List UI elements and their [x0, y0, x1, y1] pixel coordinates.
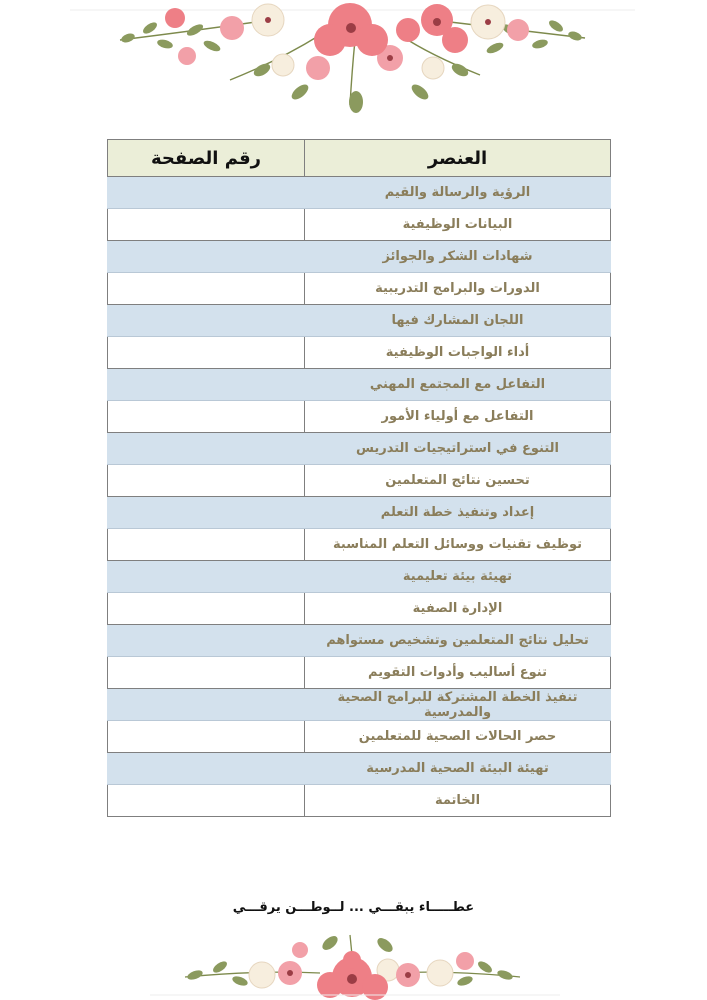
row-item: الدورات والبرامج التدريبية: [305, 273, 611, 305]
row-page-number: [108, 785, 305, 817]
row-page-number: [108, 401, 305, 433]
row-page-number: [108, 721, 305, 753]
row-item: حصر الحالات الصحية للمتعلمين: [305, 721, 611, 753]
table-row: [108, 273, 611, 305]
table-row: [108, 305, 611, 337]
row-page-number: [108, 433, 305, 465]
table-row: [108, 433, 611, 465]
table-row: [108, 657, 611, 689]
table-row: [108, 209, 611, 241]
row-item: الرؤية والرسالة والقيم: [305, 177, 611, 209]
row-item: التفاعل مع أولياء الأمور: [305, 401, 611, 433]
row-item: الإدارة الصفية: [305, 593, 611, 625]
table-row: [108, 561, 611, 593]
row-item: البيانات الوظيفية: [305, 209, 611, 241]
footer-motto: عطـــــاء يبقـــي ... لــوطـــن يرقـــي: [232, 900, 475, 915]
row-page-number: [108, 561, 305, 593]
row-page-number: [108, 241, 305, 273]
row-item: توظيف تقنيات ووسائل التعلم المناسبة: [305, 529, 611, 561]
table-row: [108, 465, 611, 497]
row-page-number: [108, 209, 305, 241]
row-page-number: [108, 529, 305, 561]
row-item: أداء الواجبات الوظيفية: [305, 337, 611, 369]
table-row: [108, 785, 611, 817]
table-row: [108, 593, 611, 625]
table-row: [108, 625, 611, 657]
table-row: [108, 401, 611, 433]
header-page-number: رقم الصفحة: [108, 140, 305, 177]
row-page-number: [108, 369, 305, 401]
row-item: تحليل نتائج المتعلمين وتشخيص مستواهم: [305, 625, 611, 657]
table-row: [108, 337, 611, 369]
row-item: إعداد وتنفيذ خطة التعلم: [305, 497, 611, 529]
row-page-number: [108, 497, 305, 529]
row-page-number: [108, 305, 305, 337]
table-row: [108, 177, 611, 209]
floral-garland-top-icon: [0, 0, 707, 120]
row-page-number: [108, 753, 305, 785]
row-page-number: [108, 273, 305, 305]
row-item: شهادات الشكر والجوائز: [305, 241, 611, 273]
table-of-contents: [107, 139, 611, 817]
table-row: [108, 497, 611, 529]
row-page-number: [108, 177, 305, 209]
row-page-number: [108, 337, 305, 369]
row-item: التنوع في استراتيجيات التدريس: [305, 433, 611, 465]
row-item: اللجان المشارك فيها: [305, 305, 611, 337]
row-item: الخاتمة: [305, 785, 611, 817]
row-page-number: [108, 625, 305, 657]
floral-garland-bottom-icon: [0, 915, 707, 1000]
table-row: [108, 241, 611, 273]
row-page-number: [108, 689, 305, 721]
table-header-row: [108, 140, 611, 177]
row-item: تهيئة بيئة تعليمية: [305, 561, 611, 593]
table-row: [108, 689, 611, 721]
row-item: تهيئة البيئة الصحية المدرسية: [305, 753, 611, 785]
row-item: تنفيذ الخطة المشتركة للبرامج الصحية والمدرسية: [305, 689, 611, 721]
row-page-number: [108, 657, 305, 689]
row-item: التفاعل مع المجتمع المهني: [305, 369, 611, 401]
row-page-number: [108, 465, 305, 497]
row-page-number: [108, 593, 305, 625]
header-item: العنصر: [305, 140, 611, 177]
table-row: [108, 369, 611, 401]
table-row: [108, 753, 611, 785]
table-row: [108, 721, 611, 753]
row-item: تحسين نتائج المتعلمين: [305, 465, 611, 497]
row-item: تنوع أساليب وأدوات التقويم: [305, 657, 611, 689]
table-row: [108, 529, 611, 561]
